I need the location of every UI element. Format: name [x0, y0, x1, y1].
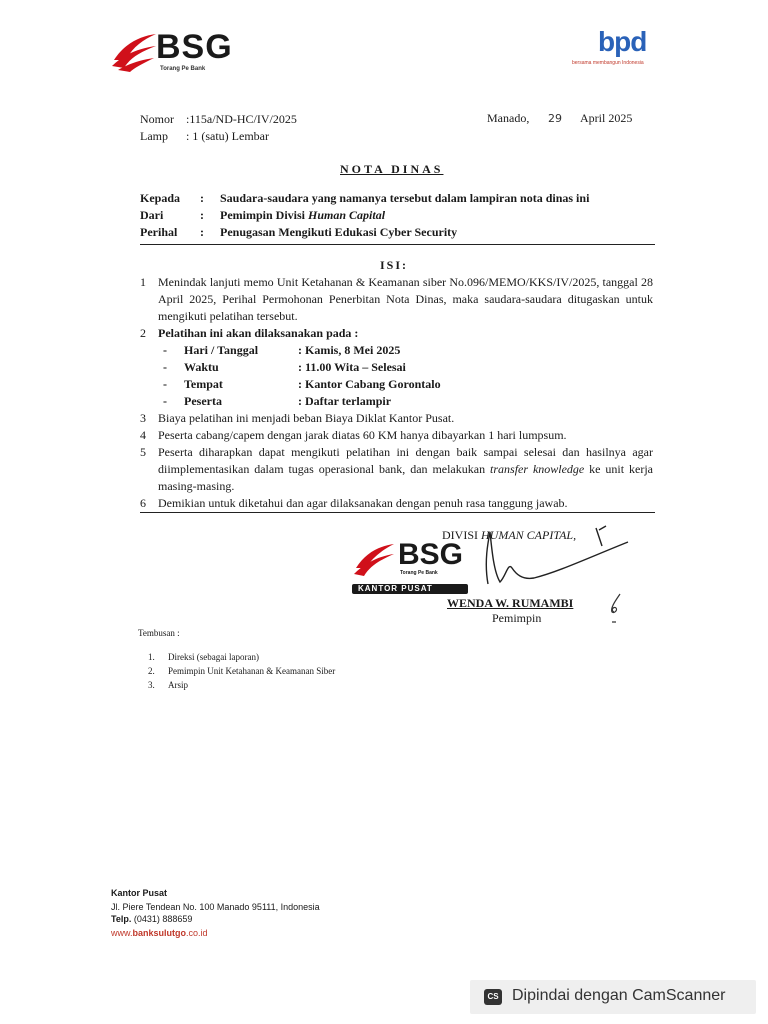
- item-number: 5: [140, 445, 146, 459]
- date-day: 29: [548, 112, 562, 125]
- bpd-logo: [572, 26, 668, 70]
- footer-telp: [111, 914, 192, 924]
- stamp-bar: [352, 584, 468, 594]
- dari-label: Dari: [140, 208, 164, 222]
- detail-dash: -: [163, 394, 167, 408]
- tembusan-label: Tembusan :: [138, 628, 180, 638]
- detail-value: : Daftar terlampir: [298, 394, 392, 408]
- detail-value: : 11.00 Wita – Selesai: [298, 360, 406, 374]
- detail-dash: -: [163, 377, 167, 391]
- tembusan-number: 2.: [148, 666, 155, 676]
- item-paragraph-2: Pelatihan ini akan dilaksanakan pada :: [158, 326, 359, 340]
- detail-label: Peserta: [184, 394, 222, 408]
- bpd-logo-text: bpd: [598, 26, 647, 57]
- signature-scribble: [478, 522, 638, 592]
- camscanner-badge: [470, 980, 756, 1014]
- footer-web-bold: banksulutgo: [132, 928, 187, 938]
- item-number: 2: [140, 326, 146, 340]
- perihal-label: Perihal: [140, 225, 178, 239]
- stamp-tagline: Torang Pe Bank: [400, 570, 438, 576]
- detail-dash: -: [163, 343, 167, 357]
- tembusan-number: 1.: [148, 652, 155, 662]
- detail-label: Waktu: [184, 360, 219, 374]
- isi-heading: ISI:: [380, 258, 409, 272]
- tembusan-item: Arsip: [168, 680, 188, 690]
- bsg-swoosh-icon: [352, 540, 398, 580]
- item-paragraph-3: Biaya pelatihan ini menjadi beban Biaya Diklat Kantor Pusat.: [158, 411, 455, 425]
- item-number: 6: [140, 496, 146, 510]
- divider-line: [140, 244, 655, 245]
- detail-label: Hari / Tanggal: [184, 343, 259, 357]
- footer-telp-value: (0431) 888659: [131, 914, 193, 924]
- kepada-colon: :: [200, 191, 204, 205]
- footer-address: Jl. Piere Tendean No. 100 Manado 95111, Indonesia: [111, 902, 320, 912]
- lamp-label: Lamp: [140, 129, 168, 143]
- item-number: 3: [140, 411, 146, 425]
- footer-website: [111, 928, 208, 938]
- paraf-mark: [606, 590, 626, 626]
- tembusan-number: 3.: [148, 680, 155, 690]
- item-number: 4: [140, 428, 146, 442]
- detail-value: : Kamis, 8 Mei 2025: [298, 343, 401, 357]
- company-stamp: [352, 538, 482, 598]
- camscanner-text: Dipindai dengan CamScanner: [512, 987, 726, 1004]
- dari-value-text: Pemimpin Divisi: [220, 208, 309, 222]
- item-paragraph-1: Menindak lanjuti memo Unit Ketahanan & Keamanan siber No.096/MEMO/KKS/IV/2025, tanggal 28 April 2025, Perihal Permohonan Penerbitan Nota Dinas, maka saudara-saudara ditugaskan untuk mengikuti pelatihan tersebut.: [158, 275, 653, 323]
- document-title: NOTA DINAS: [340, 162, 444, 176]
- perihal-value: Penugasan Mengikuti Edukasi Cyber Security: [220, 225, 458, 239]
- item-5-text-b: ke unit kerja masing-masing.: [158, 462, 653, 493]
- footer-telp-label: Telp.: [111, 914, 132, 924]
- perihal-colon: :: [200, 225, 204, 239]
- kepada-label: Kepada: [140, 191, 181, 205]
- detail-dash: -: [163, 360, 167, 374]
- divider-line: [140, 512, 655, 513]
- detail-value: : Kantor Cabang Gorontalo: [298, 377, 441, 391]
- signatory-name: WENDA W. RUMAMBI: [447, 596, 574, 610]
- divisi-title-text: DIVISI: [442, 528, 481, 542]
- bpd-tagline: bersama membangun Indonesia: [572, 60, 644, 66]
- detail-label: Tempat: [184, 377, 223, 391]
- item-paragraph-5: [158, 444, 653, 495]
- dari-value-italic: Human Capital: [308, 208, 386, 222]
- nomor-label: Nomor: [140, 112, 174, 126]
- stamp-bar-text: KANTOR PUSAT: [358, 584, 433, 593]
- item-number: 1: [140, 275, 146, 289]
- bsg-swoosh-icon: [110, 30, 160, 74]
- dari-colon: :: [200, 208, 204, 222]
- date-place: Manado,: [487, 111, 530, 125]
- bsg-tagline: Torang Pe Bank: [160, 66, 206, 72]
- date-month-year: April 2025: [580, 111, 633, 125]
- kepada-value: Saudara-saudara yang namanya tersebut dalam lampiran nota dinas ini: [220, 191, 590, 205]
- item-5-text-a: Peserta diharapkan dapat mengikuti pelatihan ini dengan baik sampai selesai dan hasilnya agar diimplementasikan dalam tugas operasional bank, dan melakukan: [158, 445, 653, 476]
- nomor-value: :115a/ND-HC/IV/2025: [186, 112, 297, 126]
- bsg-logo: [110, 30, 260, 74]
- item-5-text-italic: transfer knowledge: [490, 462, 585, 476]
- footer-web-post: .co.id: [186, 928, 208, 938]
- signatory-role: Pemimpin: [492, 611, 542, 625]
- footer-web-pre: www.: [111, 928, 133, 938]
- divisi-title-italic: HUMAN CAPITAL,: [481, 528, 577, 542]
- lamp-value: : 1 (satu) Lembar: [186, 129, 269, 143]
- item-paragraph-6: Demikian untuk diketahui dan agar dilaksanakan dengan penuh rasa tanggung jawab.: [158, 496, 568, 510]
- dari-value: [220, 208, 385, 223]
- camscanner-icon: CS: [484, 989, 502, 1005]
- stamp-logo-text: BSG: [398, 538, 464, 571]
- tembusan-item: Pemimpin Unit Ketahanan & Keamanan Siber: [168, 666, 336, 676]
- bsg-logo-text: BSG: [156, 28, 233, 66]
- tembusan-item: Direksi (sebagai laporan): [168, 652, 259, 662]
- footer-office: Kantor Pusat: [111, 888, 168, 898]
- item-paragraph-4: Peserta cabang/capem dengan jarak diatas 60 KM hanya dibayarkan 1 hari lumpsum.: [158, 428, 567, 442]
